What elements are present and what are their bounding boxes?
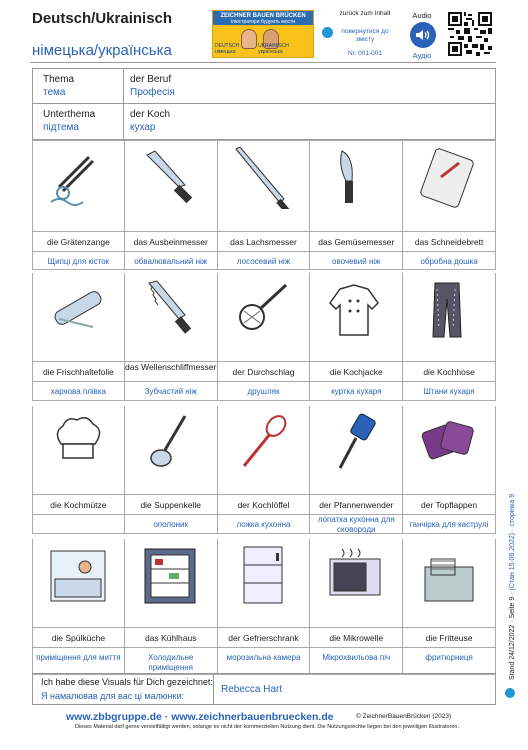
tweezers-icon (49, 147, 109, 209)
vocab-card (32, 539, 125, 675)
credit-separator (213, 674, 214, 704)
vocab-card (310, 140, 403, 270)
vocab-illustration (403, 141, 495, 231)
logo-tag-right: UKRAINISCH українська (258, 43, 289, 55)
header-divider (30, 62, 496, 63)
vocab-card (32, 140, 125, 270)
vocab-illustration (310, 273, 402, 361)
vocab-term-ukrainian: ополоник (125, 514, 217, 534)
vocab-term-ukrainian: Зубчастий ніж (125, 381, 217, 401)
vocab-illustration (403, 273, 495, 361)
document-number: Nr. 001-001 (348, 50, 382, 57)
vocab-card (310, 273, 403, 401)
vocab-term-ukrainian: Холодильне приміщення (125, 647, 217, 675)
vocab-illustration (218, 539, 310, 627)
vocab-term-german: die Kochjacke (310, 361, 402, 381)
vocab-term-ukrainian: харчова плівка (33, 381, 124, 401)
vocab-card (310, 406, 403, 534)
logo-line1: ZEICHNER BAUEN BRÜCKEN (213, 11, 313, 25)
vocab-term-ukrainian: куртка кухаря (310, 381, 402, 401)
page-marker-icon (505, 688, 515, 698)
vocab-card (403, 140, 496, 270)
vocab-term-german: der Gefrierschrank (218, 627, 310, 647)
strainer-icon (234, 279, 294, 341)
vocab-illustration (310, 406, 402, 494)
vocab-term-ukrainian: приміщення для миття (33, 647, 124, 675)
vocab-card (32, 273, 125, 401)
scullery-icon (49, 545, 109, 607)
vocab-illustration (218, 141, 310, 231)
back-to-contents-link[interactable]: zurück zum Inhalt (339, 10, 391, 17)
vocab-term-german: die Kochmütze (33, 494, 124, 514)
vocab-illustration (33, 539, 124, 627)
title-german: Deutsch/Ukrainisch (32, 10, 173, 27)
footer-copyright: © ZeichnerBauenBrücken (2023) (356, 713, 452, 720)
cutting-board-icon (419, 147, 479, 209)
cold-store-icon (141, 545, 201, 607)
logo-tag-left: DEUTSCH німецька (215, 43, 240, 55)
footer-links[interactable]: www.zbbgruppe.de · www.zeichnerbauenbruecken.de (66, 711, 334, 723)
vocab-term-german: die Grätenzange (33, 231, 124, 251)
vocab-illustration (310, 539, 402, 627)
vocab-term-german: die Spülküche (33, 627, 124, 647)
vocab-term-ukrainian: фритюрниця (403, 647, 495, 675)
unterthema-value-uk: кухар (130, 122, 156, 133)
vocab-card (125, 273, 218, 401)
spatula-icon (326, 412, 386, 474)
vocab-illustration (125, 273, 217, 361)
stand-german: Stand 24/12/2022 · Seite 9 · (509, 590, 516, 680)
thema-value-uk: Професія (130, 87, 175, 98)
back-to-contents-icon[interactable] (322, 27, 333, 38)
vocab-term-german: der Topflappen (403, 494, 495, 514)
long-knife-icon (234, 147, 294, 209)
credit-label-uk: Я намалював для вас ці малюнки: (41, 691, 184, 701)
cooking-spoon-icon (234, 412, 294, 474)
unterthema-label-uk: підтема (43, 122, 79, 133)
thema-row (32, 68, 496, 104)
vocab-term-ukrainian: Щипці для кісток (33, 251, 124, 271)
vocab-card (218, 273, 311, 401)
fryer-icon (419, 545, 479, 607)
vocab-illustration (125, 141, 217, 231)
vocab-term-german: der Kochlöffel (218, 494, 310, 514)
vocab-term-german: die Mikrowelle (310, 627, 402, 647)
vocab-illustration (33, 141, 124, 231)
vocab-term-ukrainian: лопатка кухонна для сковороди (310, 514, 402, 534)
vocab-term-ukrainian: овочевий ніж (310, 251, 402, 271)
footer-usage-note: Dieses Material darf gerne vervielfältigt werden, solange es nicht der kommerziellen Nutzung dient. Die Nutzungsrechte liegen bei den jeweiligen Illustratoren. (75, 724, 459, 730)
meta-separator (123, 69, 124, 103)
unterthema-value: der Koch (130, 109, 171, 120)
vocab-term-german: die Suppenkelle (125, 494, 217, 514)
vocab-term-ukrainian: ложка кухонна (218, 514, 310, 534)
vocab-illustration (310, 141, 402, 231)
vocab-card (218, 406, 311, 534)
logo-line2: ілюстратори будують мости (230, 19, 296, 25)
vocab-term-ukrainian (33, 514, 124, 534)
vocab-card (125, 406, 218, 534)
vocab-card (310, 539, 403, 675)
audio-play-button[interactable] (410, 22, 436, 48)
vocab-card (125, 140, 218, 270)
thema-label: Thema (43, 74, 75, 85)
unterthema-label: Unterthema (43, 109, 96, 120)
speaker-icon (415, 28, 431, 42)
vocab-card (403, 406, 496, 534)
thema-label-uk: тема (43, 87, 66, 98)
vocab-term-german: das Wellenschliffmesser (125, 361, 217, 381)
vocab-term-ukrainian: ганчірка для каструлі (403, 514, 495, 534)
vocab-illustration (403, 539, 495, 627)
audio-label: Audio (412, 11, 432, 20)
chef-hat-icon (49, 412, 109, 474)
knife-icon (141, 147, 201, 209)
vocab-card (32, 406, 125, 534)
vocab-illustration (125, 406, 217, 494)
vocab-illustration (33, 406, 124, 494)
vegetable-knife-icon (326, 147, 386, 209)
ladle-icon (141, 412, 201, 474)
vocab-term-ukrainian: Штани кухаря (403, 381, 495, 401)
vocab-illustration (218, 273, 310, 361)
vocab-illustration (33, 273, 124, 361)
vocab-illustration (403, 406, 495, 494)
vocab-term-german: das Kühlhaus (125, 627, 217, 647)
chef-jacket-icon (326, 279, 386, 341)
vocab-term-german: der Durchschlag (218, 361, 310, 381)
illustrator-name: Rebecca Hart (221, 684, 283, 695)
vocab-card (125, 539, 218, 675)
vocab-term-ukrainian: обробна дошка (403, 251, 495, 271)
vocab-card (403, 539, 496, 675)
back-to-contents-link-uk[interactable]: повернутися до змісту (341, 28, 389, 43)
thema-value: der Beruf (130, 74, 172, 85)
audio-label-uk: Аудіо (412, 51, 432, 60)
unterthema-row (32, 104, 496, 140)
meta-separator (123, 104, 124, 139)
vocab-term-german: das Ausbeinmesser (125, 231, 217, 251)
vocab-card (403, 273, 496, 401)
title-ukrainian: німецька/українська (32, 42, 172, 59)
vocab-term-ukrainian: обвалювальний ніж (125, 251, 217, 271)
chef-pants-icon (419, 279, 479, 341)
vocab-term-ukrainian: Мікрохвильова піч (310, 647, 402, 675)
vocab-illustration (125, 539, 217, 627)
vocab-term-german: die Fritteuse (403, 627, 495, 647)
vocab-term-german: das Gemüsemesser (310, 231, 402, 251)
credit-label: Ich habe diese Visuals für Dich gezeichnet: (41, 677, 213, 687)
microwave-icon (326, 545, 386, 607)
freezer-icon (234, 545, 294, 607)
serrated-knife-icon (141, 279, 201, 341)
qr-code-icon[interactable] (446, 10, 494, 58)
vocab-term-german: der Pfannenwender (310, 494, 402, 514)
cling-film-icon (49, 279, 109, 341)
zeichner-bauen-bruecken-logo[interactable] (212, 10, 314, 58)
pot-holder-icon (419, 412, 479, 474)
vocab-term-german: das Lachsmesser (218, 231, 310, 251)
logo-tags (215, 43, 311, 55)
vocab-term-german: die Frischhaltefolie (33, 361, 124, 381)
vocab-term-german: das Schneidebrett (403, 231, 495, 251)
vocab-term-ukrainian: лососевий ніж (218, 251, 310, 271)
illustrator-credit (32, 673, 496, 705)
vocab-card (218, 140, 311, 270)
vocab-term-ukrainian: друшляк (218, 381, 310, 401)
vocab-term-german: die Kochhose (403, 361, 495, 381)
vocab-card (218, 539, 311, 675)
page-stand-info (509, 494, 516, 680)
vocab-illustration (218, 406, 310, 494)
stand-ukrainian: (Стан 15.06.2022) · сторінка 9 (509, 493, 516, 591)
vocab-term-ukrainian: морозильна камера (218, 647, 310, 675)
